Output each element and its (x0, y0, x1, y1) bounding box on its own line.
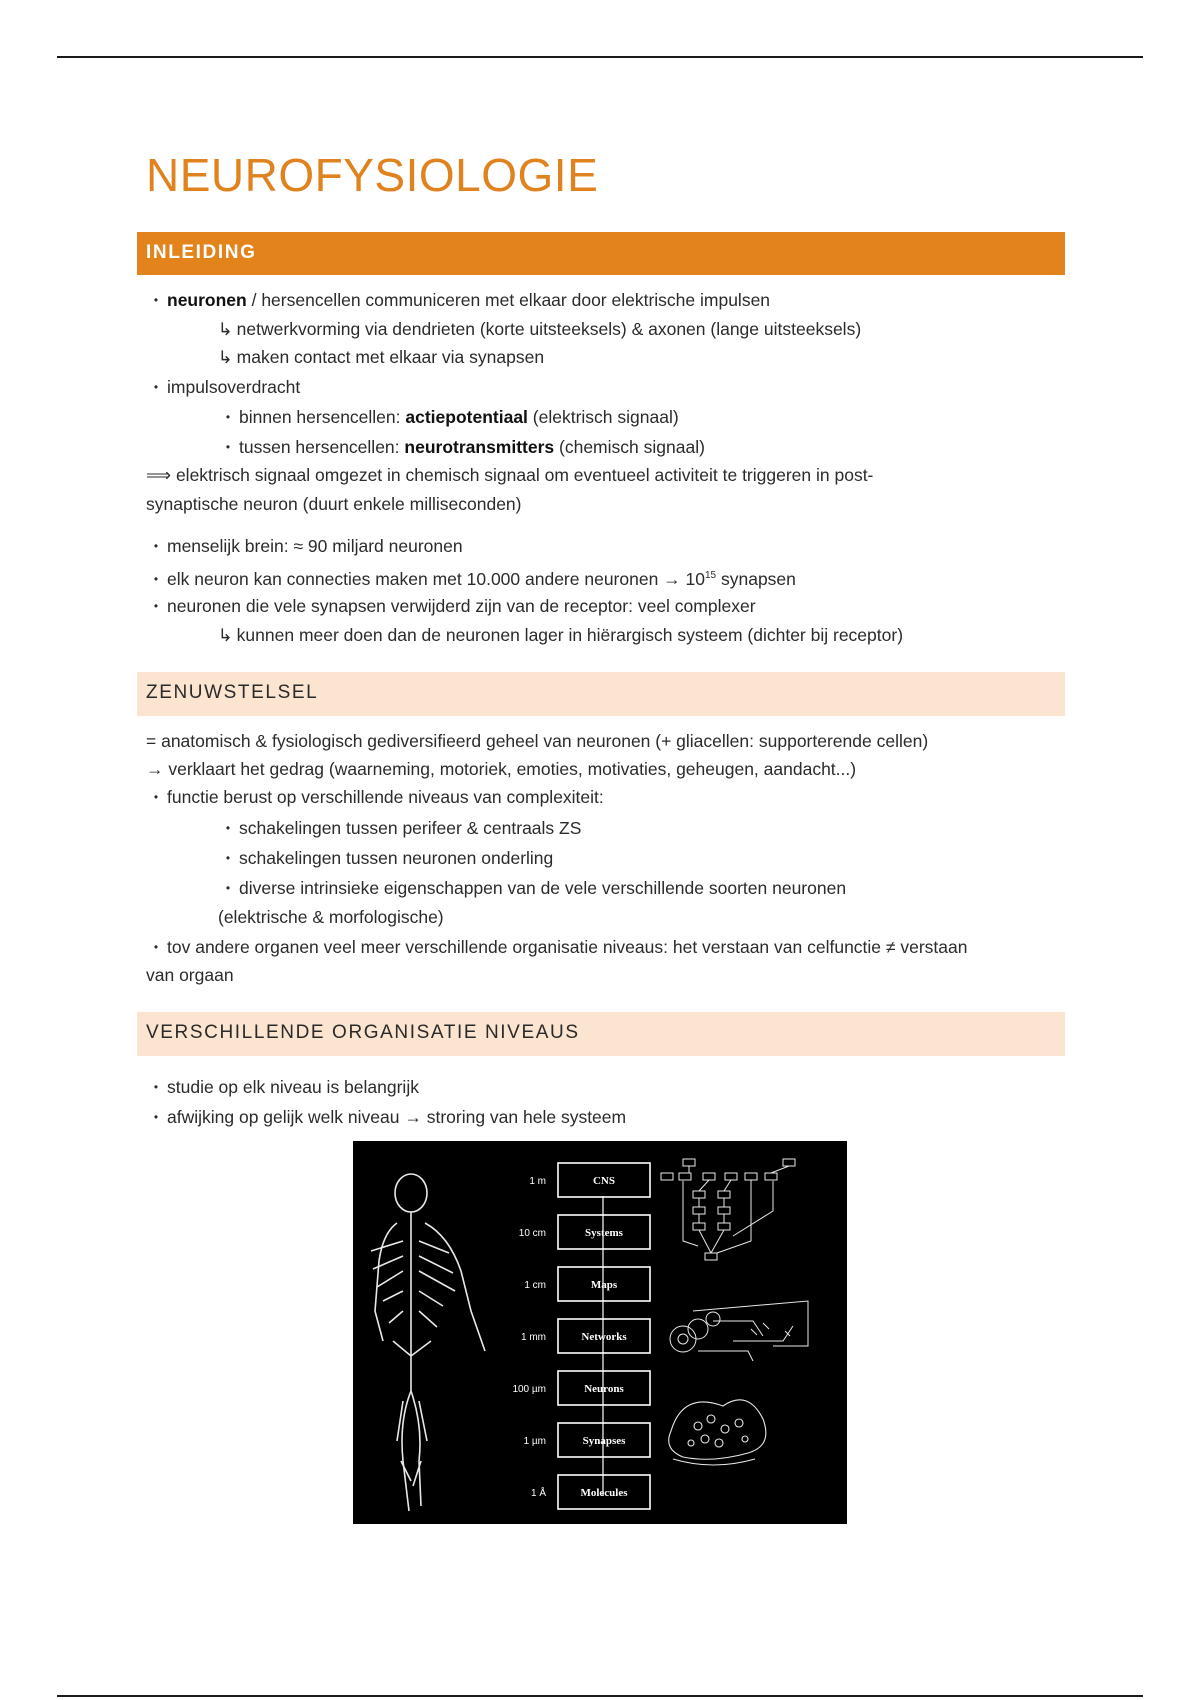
list-item: • studie op elk niveau is belangrijk (151, 1076, 419, 1100)
level-scale: 1 Å (530, 1488, 546, 1499)
list-item: • functie berust op verschillende niveaus van complexiteit: (151, 786, 604, 810)
organisation-levels-figure (353, 1141, 847, 1524)
list-item: • neuronen die vele synapsen verwijderd zijn van de receptor: veel complexer (151, 595, 756, 619)
paragraph-line: synaptische neuron (duurt enkele milliseconden) (146, 494, 522, 514)
hook-arrow-icon: ↳ (218, 319, 233, 339)
level-label: Neurons (584, 1383, 624, 1395)
network-schematic (670, 1301, 808, 1361)
bullet-icon: • (153, 1080, 159, 1094)
level-scale: 1 mm (521, 1332, 546, 1343)
list-item: • schakelingen tussen perifeer & centraals ZS (223, 817, 581, 841)
level-label: Networks (581, 1331, 627, 1343)
list-item: • diverse intrinsieke eigenschappen van de vele verschillende soorten neuronen (223, 877, 846, 901)
bullet-icon: • (225, 821, 231, 835)
list-item: • elk neuron kan connecties maken met 10.000 andere neuronen → $10^{15}$ synapsen (151, 565, 796, 592)
level-label: Molecules (580, 1487, 628, 1499)
paragraph-line: → verklaart het gedrag (waarneming, motoriek, emoties, motivaties, geheugen, aandacht...) (146, 759, 857, 779)
bullet-icon: • (153, 1110, 159, 1124)
level-scale: 1 µm (523, 1436, 546, 1447)
list-item: ↳ maken contact met elkaar via synapsen (218, 347, 545, 367)
bullet-icon: • (225, 881, 231, 895)
paragraph-line: = anatomisch & fysiologisch gediversifieerd geheel van neuronen (+ gliacellen: supporterende cellen) (146, 731, 929, 751)
bullet-icon: • (225, 851, 231, 865)
levels-diagram (353, 1141, 847, 1524)
section-heading-niveaus: VERSCHILLENDE ORGANISATIE NIVEAUS (137, 1012, 1065, 1056)
level-label: Maps (590, 1279, 618, 1291)
bullet-icon: • (153, 790, 159, 804)
nervous-system-figure (371, 1174, 485, 1511)
levels-column (512, 1163, 650, 1509)
list-item: • impulsoverdracht (151, 376, 300, 400)
level-scale: 1 cm (524, 1280, 546, 1291)
circuit-schematic (661, 1159, 795, 1260)
paragraph-line: (elektrische & morfologische) (218, 907, 444, 927)
bullet-icon: • (225, 410, 231, 424)
bottom-rule (57, 1695, 1143, 1697)
list-item: • menselijk brein: ≈ 90 miljard neuronen (151, 535, 463, 559)
list-item: ↳ kunnen meer doen dan de neuronen lager in hiërargisch systeem (dichter bij receptor) (218, 625, 904, 645)
list-item: • afwijking op gelijk welk niveau → stroring van hele systeem (151, 1106, 626, 1130)
paragraph-line: van orgaan (146, 965, 234, 985)
list-item: ↳ netwerkvorming via dendrieten (korte uitsteeksels) & axonen (lange uitsteeksels) (218, 319, 862, 339)
bullet-icon: • (153, 539, 159, 553)
level-scale: 10 cm (518, 1228, 546, 1239)
paragraph-line: ⟹ elektrisch signaal omgezet in chemisch signaal om eventueel activiteit te triggeren in post- (146, 465, 874, 485)
level-label: Systems (585, 1227, 623, 1239)
bullet-icon: • (153, 293, 159, 307)
synapse-schematic (669, 1400, 766, 1465)
bullet-icon: • (225, 440, 231, 454)
level-scale: 100 µm (512, 1384, 546, 1395)
list-item: • tov andere organen veel meer verschillende organisatie niveaus: het verstaan van celfunctie ≠ verstaan (151, 936, 968, 960)
bullet-icon: • (153, 571, 159, 586)
level-scale: 1 m (529, 1176, 546, 1187)
bullet-icon: • (153, 380, 159, 394)
bullet-icon: • (153, 599, 159, 613)
section-heading-inleiding: INLEIDING (137, 232, 1065, 275)
list-item: • binnen hersencellen: actiepotentiaal (elektrisch signaal) (223, 406, 679, 430)
level-label: CNS (592, 1175, 616, 1187)
page-title: NEUROFYSIOLOGIE (146, 149, 599, 201)
section-heading-zenuwstelsel: ZENUWSTELSEL (137, 672, 1065, 716)
list-item: • neuronen / hersencellen communiceren met elkaar door elektrische impulsen (151, 289, 770, 313)
level-label: Synapses (582, 1435, 626, 1447)
hook-arrow-icon: ↳ (218, 347, 233, 367)
hook-arrow-icon: ↳ (218, 625, 233, 645)
top-rule (57, 56, 1143, 58)
list-item: • schakelingen tussen neuronen onderling (223, 847, 553, 871)
bullet-icon: • (153, 940, 159, 954)
list-item: • tussen hersencellen: neurotransmitters (chemisch signaal) (223, 436, 705, 460)
